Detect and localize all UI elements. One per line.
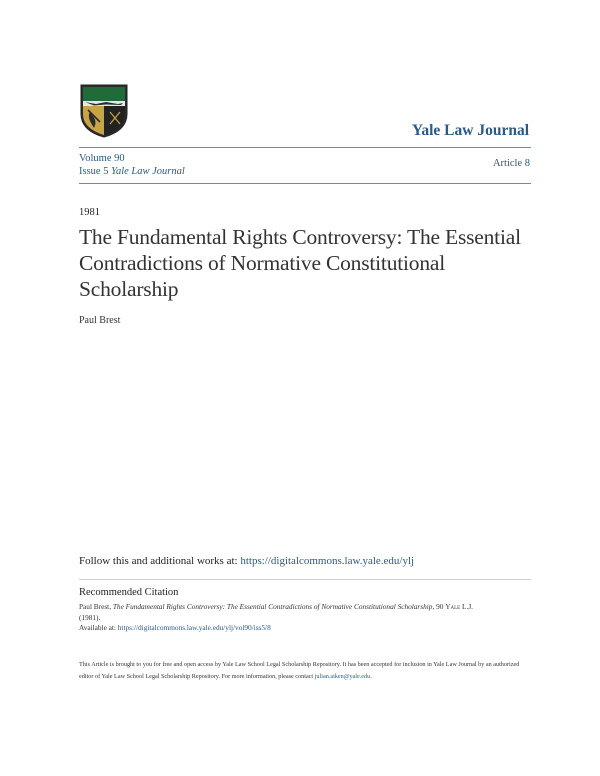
article-number[interactable]: Article 8	[492, 158, 530, 169]
footer-notice	[79, 659, 529, 683]
journal-title[interactable]: Yale Law Journal	[411, 122, 529, 139]
citation-author: Paul Brest,	[79, 602, 113, 611]
available-label: Available at:	[79, 623, 118, 632]
issue-journal-name: Yale Law Journal	[111, 166, 185, 177]
available-url-link[interactable]: https://digitalcommons.law.yale.edu/ylj/vol90/iss5/8	[117, 623, 271, 632]
section-divider	[79, 579, 531, 580]
follow-line	[79, 555, 414, 567]
follow-url-link[interactable]: https://digitalcommons.law.yale.edu/ylj	[240, 555, 415, 567]
issue-link[interactable]	[79, 166, 185, 177]
author-name: Paul Brest	[79, 315, 121, 326]
recommended-citation-heading: Recommended Citation	[79, 587, 179, 598]
footer-end: .	[370, 673, 372, 680]
citation-journal: Yale L.J.	[445, 602, 473, 611]
citation-title: The Fundamental Rights Controversy: The Essential Contradictions of Normative Constitutional Scholarship	[112, 602, 433, 611]
header-rule-top	[79, 147, 531, 148]
volume-link[interactable]: Volume 90	[79, 153, 125, 164]
follow-text: Follow this and additional works at:	[79, 555, 241, 567]
article-title: The Fundamental Rights Controversy: The Essential Contradictions of Normative Constitutional Scholarship	[79, 225, 521, 301]
contact-email-link[interactable]: julian.aiken@yale.edu	[314, 673, 371, 680]
citation-text	[79, 602, 529, 634]
footer-text: This Article is brought to you for free and open access by Yale Law School Legal Scholarship Repository. It has been accepted for inclusion in Yale Law Journal by an authorized editor of Yale Law School Legal Scholarship Repository. For more information, please contact	[79, 661, 520, 680]
header-rule-bottom	[79, 183, 531, 184]
publication-year: 1981	[79, 207, 100, 218]
issue-number: Issue 5	[79, 166, 109, 177]
citation-year: (1981).	[79, 612, 101, 622]
yale-law-shield-icon	[80, 84, 128, 138]
citation-volume: , 90	[432, 602, 446, 611]
